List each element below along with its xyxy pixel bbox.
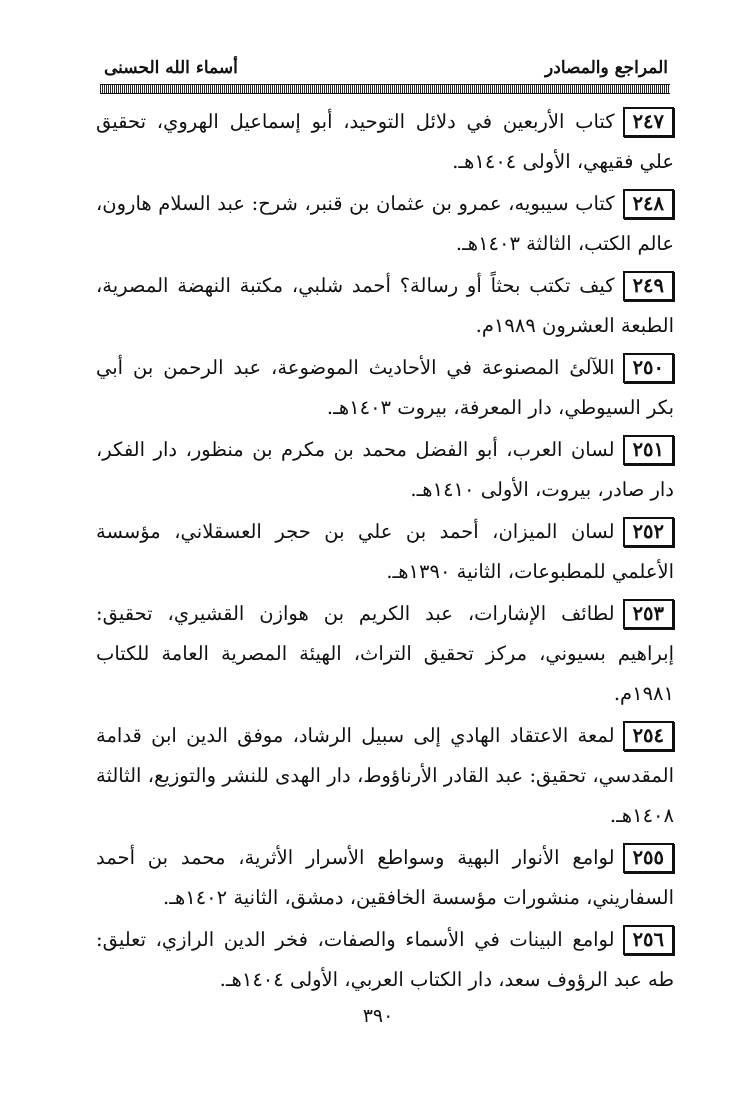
entry-number: ٢٤٨: [623, 189, 674, 219]
chapter-title: المراجع والمصادر: [545, 58, 668, 78]
reference-entry: [96, 512, 674, 592]
entry-number: ٢٥٥: [623, 843, 674, 873]
entry-text: لسان الميزان، أحمد بن علي بن حجر العسقلاني، مؤسسة الأعلمي للمطبوعات، الثانية ١٣٩٠هـ.: [96, 520, 674, 583]
page-number: ٣٩٠: [362, 1005, 394, 1027]
entry-number: ٢٥١: [623, 435, 674, 465]
entry-text: لمعة الاعتقاد الهادي إلى سبيل الرشاد، موفق الدين ابن قدامة المقدسي، تحقيق: عبد القادر الأرناؤوط، دار الهدى للنشر والتوزيع، الثالثة ١٤٠٨هـ.: [96, 724, 674, 827]
reference-entry: [96, 430, 674, 510]
entry-number: ٢٥٣: [623, 599, 674, 629]
entry-number: ٢٥٦: [623, 925, 674, 955]
header-rule: [100, 84, 670, 94]
reference-entry: [96, 594, 674, 714]
reference-entry: [96, 102, 674, 182]
running-header: [104, 58, 668, 82]
reference-entry: [96, 920, 674, 1000]
entry-number: ٢٤٩: [623, 271, 674, 301]
entry-text: لسان العرب، أبو الفضل محمد بن مكرم بن منظور، دار الفكر، دار صادر، بيروت، الأولى ١٤١٠هـ.: [96, 438, 674, 501]
reference-entry: [96, 838, 674, 918]
reference-list: [96, 102, 674, 1002]
reference-entry: [96, 716, 674, 836]
reference-entry: [96, 348, 674, 428]
entry-number: ٢٥٤: [623, 721, 674, 751]
reference-entry: [96, 266, 674, 346]
entry-text: كيف تكتب بحثاً أو رسالة؟ أحمد شلبي، مكتبة النهضة المصرية، الطبعة العشرون ١٩٨٩م.: [96, 274, 674, 337]
entry-text: لوامع الأنوار البهية وسواطع الأسرار الأثرية، محمد بن أحمد السفاريني، منشورات مؤسسة الخافقين، دمشق، الثانية ١٤٠٢هـ.: [96, 846, 674, 909]
entry-text: كتاب الأربعين في دلائل التوحيد، أبو إسماعيل الهروي، تحقيق علي فقيهي، الأولى ١٤٠٤هـ.: [96, 110, 674, 173]
entry-number: ٢٥٠: [623, 353, 674, 383]
reference-entry: [96, 184, 674, 264]
entry-text: اللآلئ المصنوعة في الأحاديث الموضوعة، عبد الرحمن بن أبي بكر السيوطي، دار المعرفة، بيروت ١٤٠٣هـ.: [96, 356, 674, 419]
entry-number: ٢٤٧: [623, 107, 674, 137]
entry-text: كتاب سيبويه، عمرو بن عثمان بن قنبر، شرح: عبد السلام هارون، عالم الكتب، الثالثة ١٤٠٣هـ.: [96, 192, 674, 255]
book-title: أسماء الله الحسنى: [104, 58, 238, 78]
entry-text: لوامع البينات في الأسماء والصفات، فخر الدين الرازي، تعليق: طه عبد الرؤوف سعد، دار الكتاب العربي، الأولى ١٤٠٤هـ.: [96, 928, 674, 991]
entry-number: ٢٥٢: [623, 517, 674, 547]
entry-text: لطائف الإشارات، عبد الكريم بن هوازن القشيري، تحقيق: إبراهيم بسيوني، مركز تحقيق التراث، الهيئة المصرية العامة للكتاب ١٩٨١م.: [96, 602, 674, 705]
